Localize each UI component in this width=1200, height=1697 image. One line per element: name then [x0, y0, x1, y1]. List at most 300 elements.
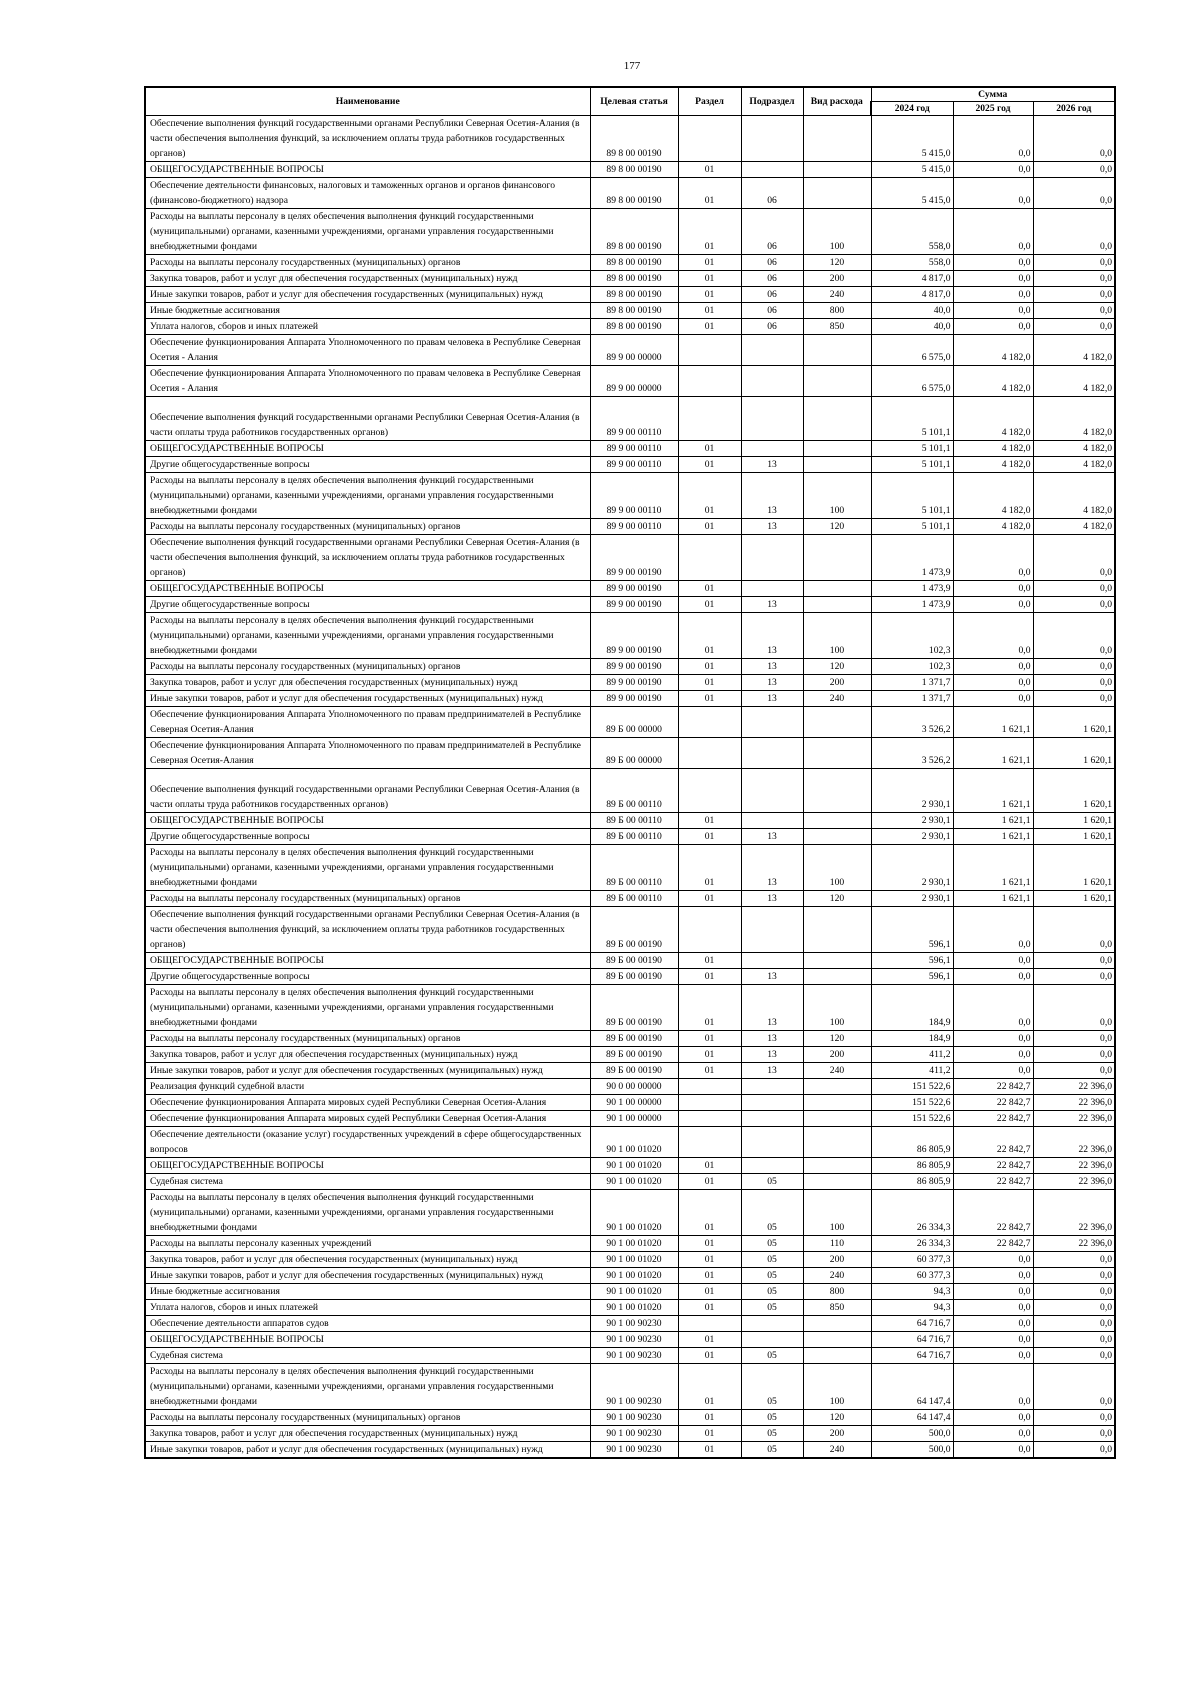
- row-razdel: 01: [678, 953, 741, 969]
- table-row: [145, 829, 1115, 845]
- row-vid-raskhoda: [803, 813, 871, 829]
- table-row: [145, 1174, 1115, 1190]
- row-name: Расходы на выплаты персоналу государственных (муниципальных) органов: [145, 255, 590, 271]
- table-row: [145, 1332, 1115, 1348]
- row-sum-2024: 500,0: [871, 1442, 953, 1459]
- row-vid-raskhoda: [803, 597, 871, 613]
- row-vid-raskhoda: 110: [803, 1236, 871, 1252]
- row-sum-2026: 0,0: [1033, 178, 1115, 209]
- row-sum-2025: 0,0: [953, 613, 1033, 659]
- row-podrazdel: [741, 116, 803, 162]
- row-name: Судебная система: [145, 1348, 590, 1364]
- table-row: [145, 1252, 1115, 1268]
- table-row: [145, 271, 1115, 287]
- row-sum-2025: 22 842,7: [953, 1236, 1033, 1252]
- row-sum-2026: 1 620,1: [1033, 829, 1115, 845]
- row-vid-raskhoda: 240: [803, 287, 871, 303]
- header-vid-raskhoda: Вид расхода: [803, 87, 871, 116]
- row-sum-2024: 6 575,0: [871, 366, 953, 397]
- row-vid-raskhoda: [803, 1079, 871, 1095]
- row-target-article: 90 1 00 01020: [590, 1268, 678, 1284]
- row-razdel: 01: [678, 287, 741, 303]
- row-target-article: 89 Б 00 00190: [590, 985, 678, 1031]
- table-row: [145, 1284, 1115, 1300]
- row-vid-raskhoda: 240: [803, 1063, 871, 1079]
- header-year-2025: 2025 год: [953, 102, 1033, 116]
- row-sum-2026: 1 620,1: [1033, 769, 1115, 813]
- row-vid-raskhoda: 800: [803, 1284, 871, 1300]
- row-name: ОБЩЕГОСУДАРСТВЕННЫЕ ВОПРОСЫ: [145, 581, 590, 597]
- row-target-article: 89 Б 00 00000: [590, 707, 678, 738]
- row-sum-2024: 411,2: [871, 1063, 953, 1079]
- row-name: Расходы на выплаты персоналу в целях обеспечения выполнения функций государственными (муниципальными) органами, казенными учреждениями, органами управления государственными внебюджетными фондами: [145, 845, 590, 891]
- row-name: ОБЩЕГОСУДАРСТВЕННЫЕ ВОПРОСЫ: [145, 953, 590, 969]
- row-podrazdel: 06: [741, 303, 803, 319]
- row-razdel: [678, 738, 741, 769]
- row-sum-2026: 22 396,0: [1033, 1127, 1115, 1158]
- row-podrazdel: [741, 953, 803, 969]
- row-razdel: [678, 1079, 741, 1095]
- row-target-article: 90 1 00 01020: [590, 1252, 678, 1268]
- row-sum-2024: 596,1: [871, 969, 953, 985]
- row-name: Обеспечение выполнения функций государственными органами Республики Северная Осетия-Алания (в части обеспечения выполнения функций, за исключением оплаты труда работников государственных органов): [145, 907, 590, 953]
- row-podrazdel: [741, 769, 803, 813]
- row-podrazdel: [741, 813, 803, 829]
- row-vid-raskhoda: [803, 769, 871, 813]
- row-name: Иные закупки товаров, работ и услуг для обеспечения государственных (муниципальных) нужд: [145, 1442, 590, 1459]
- table-row: [145, 366, 1115, 397]
- row-vid-raskhoda: 200: [803, 1426, 871, 1442]
- row-vid-raskhoda: 100: [803, 985, 871, 1031]
- row-sum-2024: 94,3: [871, 1284, 953, 1300]
- row-razdel: [678, 335, 741, 366]
- row-sum-2024: 64 716,7: [871, 1348, 953, 1364]
- row-razdel: [678, 1127, 741, 1158]
- table-row: [145, 1236, 1115, 1252]
- row-vid-raskhoda: 850: [803, 1300, 871, 1316]
- table-row: [145, 1031, 1115, 1047]
- row-razdel: [678, 1111, 741, 1127]
- row-sum-2024: 4 817,0: [871, 271, 953, 287]
- header-name: Наименование: [145, 87, 590, 116]
- row-vid-raskhoda: [803, 1332, 871, 1348]
- table-row: [145, 707, 1115, 738]
- table-row: [145, 1316, 1115, 1332]
- table-body: [145, 116, 1115, 1459]
- row-razdel: [678, 116, 741, 162]
- row-sum-2024: 596,1: [871, 907, 953, 953]
- row-sum-2024: 86 805,9: [871, 1174, 953, 1190]
- row-podrazdel: 05: [741, 1190, 803, 1236]
- row-sum-2024: 4 817,0: [871, 287, 953, 303]
- table-row: [145, 891, 1115, 907]
- row-razdel: 01: [678, 1300, 741, 1316]
- table-row: [145, 1426, 1115, 1442]
- row-razdel: 01: [678, 1442, 741, 1459]
- row-sum-2025: 1 621,1: [953, 829, 1033, 845]
- row-target-article: 90 1 00 01020: [590, 1158, 678, 1174]
- table-row: [145, 1410, 1115, 1426]
- row-vid-raskhoda: 100: [803, 1190, 871, 1236]
- row-podrazdel: 06: [741, 271, 803, 287]
- row-sum-2024: 3 526,2: [871, 707, 953, 738]
- row-sum-2025: 4 182,0: [953, 366, 1033, 397]
- header-year-2026: 2026 год: [1033, 102, 1115, 116]
- table-row: [145, 1268, 1115, 1284]
- row-razdel: [678, 397, 741, 441]
- row-vid-raskhoda: [803, 1127, 871, 1158]
- row-razdel: 01: [678, 985, 741, 1031]
- row-sum-2026: 0,0: [1033, 597, 1115, 613]
- row-sum-2026: 4 182,0: [1033, 457, 1115, 473]
- row-sum-2026: 0,0: [1033, 675, 1115, 691]
- row-sum-2025: 0,0: [953, 675, 1033, 691]
- row-name: Расходы на выплаты персоналу государственных (муниципальных) органов: [145, 519, 590, 535]
- row-sum-2024: 5 101,1: [871, 519, 953, 535]
- row-vid-raskhoda: [803, 178, 871, 209]
- row-sum-2025: 0,0: [953, 1284, 1033, 1300]
- table-row: [145, 303, 1115, 319]
- row-sum-2025: 22 842,7: [953, 1174, 1033, 1190]
- row-target-article: 89 9 00 00190: [590, 535, 678, 581]
- row-sum-2025: 4 182,0: [953, 519, 1033, 535]
- row-razdel: 01: [678, 1174, 741, 1190]
- row-target-article: 90 1 00 01020: [590, 1190, 678, 1236]
- row-sum-2024: 64 716,7: [871, 1332, 953, 1348]
- row-razdel: [678, 535, 741, 581]
- row-razdel: 01: [678, 1236, 741, 1252]
- row-podrazdel: 13: [741, 597, 803, 613]
- row-sum-2025: 1 621,1: [953, 891, 1033, 907]
- row-name: ОБЩЕГОСУДАРСТВЕННЫЕ ВОПРОСЫ: [145, 162, 590, 178]
- row-sum-2026: 0,0: [1033, 1252, 1115, 1268]
- row-vid-raskhoda: [803, 441, 871, 457]
- row-name: Закупка товаров, работ и услуг для обеспечения государственных (муниципальных) нужд: [145, 1252, 590, 1268]
- row-podrazdel: 13: [741, 891, 803, 907]
- row-name: Другие общегосударственные вопросы: [145, 457, 590, 473]
- row-sum-2026: 0,0: [1033, 969, 1115, 985]
- row-target-article: 89 9 00 00110: [590, 519, 678, 535]
- row-name: Реализация функций судебной власти: [145, 1079, 590, 1095]
- row-target-article: 89 Б 00 00190: [590, 1063, 678, 1079]
- table-row: [145, 255, 1115, 271]
- table-row: [145, 953, 1115, 969]
- row-sum-2024: 102,3: [871, 613, 953, 659]
- row-sum-2024: 558,0: [871, 209, 953, 255]
- row-target-article: 90 1 00 90230: [590, 1348, 678, 1364]
- row-sum-2024: 596,1: [871, 953, 953, 969]
- row-razdel: 01: [678, 1364, 741, 1410]
- row-vid-raskhoda: 100: [803, 473, 871, 519]
- row-sum-2025: 0,0: [953, 1364, 1033, 1410]
- row-razdel: 01: [678, 319, 741, 335]
- row-podrazdel: [741, 162, 803, 178]
- row-razdel: 01: [678, 829, 741, 845]
- row-sum-2024: 64 716,7: [871, 1316, 953, 1332]
- row-sum-2024: 2 930,1: [871, 829, 953, 845]
- table-row: [145, 907, 1115, 953]
- row-vid-raskhoda: [803, 907, 871, 953]
- row-sum-2025: 0,0: [953, 255, 1033, 271]
- row-razdel: 01: [678, 675, 741, 691]
- row-vid-raskhoda: [803, 1174, 871, 1190]
- row-sum-2025: 22 842,7: [953, 1095, 1033, 1111]
- row-podrazdel: [741, 1158, 803, 1174]
- row-podrazdel: [741, 397, 803, 441]
- row-vid-raskhoda: 120: [803, 1410, 871, 1426]
- row-podrazdel: 13: [741, 691, 803, 707]
- row-vid-raskhoda: 100: [803, 613, 871, 659]
- row-sum-2024: 1 473,9: [871, 597, 953, 613]
- row-podrazdel: 05: [741, 1426, 803, 1442]
- row-sum-2026: 0,0: [1033, 209, 1115, 255]
- row-name: Расходы на выплаты персоналу в целях обеспечения выполнения функций государственными (муниципальными) органами, казенными учреждениями, органами управления государственными внебюджетными фондами: [145, 1364, 590, 1410]
- row-sum-2025: 0,0: [953, 659, 1033, 675]
- row-sum-2024: 184,9: [871, 985, 953, 1031]
- table-row: [145, 441, 1115, 457]
- header-podrazdel: Подраздел: [741, 87, 803, 116]
- row-vid-raskhoda: 120: [803, 255, 871, 271]
- row-vid-raskhoda: [803, 457, 871, 473]
- row-name: Расходы на выплаты персоналу государственных (муниципальных) органов: [145, 1410, 590, 1426]
- row-sum-2025: 0,0: [953, 162, 1033, 178]
- row-vid-raskhoda: [803, 335, 871, 366]
- row-sum-2026: 0,0: [1033, 1284, 1115, 1300]
- row-target-article: 89 8 00 00190: [590, 178, 678, 209]
- row-podrazdel: 13: [741, 985, 803, 1031]
- row-target-article: 89 9 00 00190: [590, 581, 678, 597]
- row-sum-2025: 0,0: [953, 1031, 1033, 1047]
- row-razdel: 01: [678, 845, 741, 891]
- row-target-article: 89 8 00 00190: [590, 319, 678, 335]
- row-razdel: [678, 1095, 741, 1111]
- row-vid-raskhoda: 120: [803, 1031, 871, 1047]
- row-sum-2025: 0,0: [953, 1410, 1033, 1426]
- row-target-article: 90 1 00 00000: [590, 1111, 678, 1127]
- row-name: Расходы на выплаты персоналу в целях обеспечения выполнения функций государственными (муниципальными) органами, казенными учреждениями, органами управления государственными внебюджетными фондами: [145, 1190, 590, 1236]
- row-sum-2026: 0,0: [1033, 907, 1115, 953]
- row-target-article: 89 9 00 00110: [590, 457, 678, 473]
- row-name: Расходы на выплаты персоналу казенных учреждений: [145, 1236, 590, 1252]
- row-sum-2026: 0,0: [1033, 1348, 1115, 1364]
- row-name: Судебная система: [145, 1174, 590, 1190]
- row-razdel: 01: [678, 1268, 741, 1284]
- row-podrazdel: [741, 441, 803, 457]
- row-sum-2026: 0,0: [1033, 319, 1115, 335]
- row-name: Обеспечение функционирования Аппарата Уполномоченного по правам предпринимателей в Республике Северная Осетия-Алания: [145, 707, 590, 738]
- table-row: [145, 1300, 1115, 1316]
- row-podrazdel: 05: [741, 1410, 803, 1426]
- row-sum-2026: 1 620,1: [1033, 707, 1115, 738]
- row-target-article: 90 1 00 01020: [590, 1284, 678, 1300]
- table-row: [145, 1158, 1115, 1174]
- row-target-article: 89 9 00 00190: [590, 659, 678, 675]
- row-razdel: 01: [678, 473, 741, 519]
- row-sum-2026: 22 396,0: [1033, 1236, 1115, 1252]
- row-razdel: 01: [678, 581, 741, 597]
- row-target-article: 89 8 00 00190: [590, 271, 678, 287]
- row-name: Расходы на выплаты персоналу в целях обеспечения выполнения функций государственными (муниципальными) органами, казенными учреждениями, органами управления государственными внебюджетными фондами: [145, 613, 590, 659]
- row-sum-2025: 4 182,0: [953, 397, 1033, 441]
- row-sum-2024: 6 575,0: [871, 335, 953, 366]
- table-row: [145, 613, 1115, 659]
- row-target-article: 89 9 00 00190: [590, 675, 678, 691]
- row-name: Обеспечение функционирования Аппарата Уполномоченного по правам человека в Республике Северная Осетия - Алания: [145, 335, 590, 366]
- row-target-article: 89 8 00 00190: [590, 255, 678, 271]
- row-vid-raskhoda: 100: [803, 845, 871, 891]
- row-target-article: 89 Б 00 00110: [590, 829, 678, 845]
- row-razdel: 01: [678, 209, 741, 255]
- row-name: Обеспечение функционирования Аппарата мировых судей Республики Северная Осетия-Алания: [145, 1095, 590, 1111]
- row-sum-2024: 60 377,3: [871, 1252, 953, 1268]
- row-sum-2024: 151 522,6: [871, 1079, 953, 1095]
- row-podrazdel: 13: [741, 829, 803, 845]
- row-sum-2025: 0,0: [953, 581, 1033, 597]
- row-razdel: 01: [678, 271, 741, 287]
- row-podrazdel: 05: [741, 1442, 803, 1459]
- row-sum-2026: 0,0: [1033, 613, 1115, 659]
- row-podrazdel: [741, 581, 803, 597]
- row-sum-2026: 1 620,1: [1033, 738, 1115, 769]
- row-razdel: 01: [678, 891, 741, 907]
- row-sum-2025: 1 621,1: [953, 707, 1033, 738]
- row-razdel: 01: [678, 813, 741, 829]
- row-sum-2025: 22 842,7: [953, 1127, 1033, 1158]
- row-sum-2026: 0,0: [1033, 1426, 1115, 1442]
- table-row: [145, 1095, 1115, 1111]
- row-target-article: 89 9 00 00110: [590, 473, 678, 519]
- row-target-article: 89 8 00 00190: [590, 162, 678, 178]
- row-sum-2025: 22 842,7: [953, 1111, 1033, 1127]
- row-vid-raskhoda: [803, 953, 871, 969]
- table-row: [145, 597, 1115, 613]
- row-target-article: 89 Б 00 00190: [590, 907, 678, 953]
- row-sum-2024: 1 473,9: [871, 581, 953, 597]
- row-podrazdel: [741, 1111, 803, 1127]
- row-podrazdel: 05: [741, 1348, 803, 1364]
- header-sum: Сумма: [871, 87, 1115, 102]
- row-sum-2024: 5 415,0: [871, 116, 953, 162]
- table-row: [145, 535, 1115, 581]
- row-sum-2025: 0,0: [953, 1300, 1033, 1316]
- table-row: [145, 209, 1115, 255]
- row-sum-2025: 0,0: [953, 1316, 1033, 1332]
- row-target-article: 90 1 00 90230: [590, 1316, 678, 1332]
- row-sum-2024: 5 101,1: [871, 441, 953, 457]
- row-target-article: 89 8 00 00190: [590, 287, 678, 303]
- row-sum-2026: 0,0: [1033, 1316, 1115, 1332]
- row-sum-2024: 5 101,1: [871, 457, 953, 473]
- header-razdel: Раздел: [678, 87, 741, 116]
- row-podrazdel: [741, 707, 803, 738]
- row-sum-2026: 22 396,0: [1033, 1111, 1115, 1127]
- row-podrazdel: [741, 335, 803, 366]
- row-name: Расходы на выплаты персоналу в целях обеспечения выполнения функций государственными (муниципальными) органами, казенными учреждениями, органами управления государственными внебюджетными фондами: [145, 985, 590, 1031]
- row-razdel: 01: [678, 1426, 741, 1442]
- table-row: [145, 813, 1115, 829]
- row-vid-raskhoda: 800: [803, 303, 871, 319]
- row-vid-raskhoda: [803, 1348, 871, 1364]
- row-sum-2025: 0,0: [953, 535, 1033, 581]
- row-sum-2024: 2 930,1: [871, 845, 953, 891]
- row-name: Другие общегосударственные вопросы: [145, 597, 590, 613]
- row-sum-2025: 1 621,1: [953, 845, 1033, 891]
- row-sum-2024: 64 147,4: [871, 1364, 953, 1410]
- row-name: Другие общегосударственные вопросы: [145, 969, 590, 985]
- table-row: [145, 319, 1115, 335]
- row-sum-2024: 500,0: [871, 1426, 953, 1442]
- row-target-article: 89 Б 00 00190: [590, 969, 678, 985]
- row-sum-2025: 4 182,0: [953, 457, 1033, 473]
- row-podrazdel: 13: [741, 457, 803, 473]
- row-podrazdel: 05: [741, 1268, 803, 1284]
- row-sum-2024: 411,2: [871, 1047, 953, 1063]
- row-sum-2024: 26 334,3: [871, 1236, 953, 1252]
- row-sum-2025: 22 842,7: [953, 1158, 1033, 1174]
- row-razdel: 01: [678, 1332, 741, 1348]
- row-sum-2026: 4 182,0: [1033, 397, 1115, 441]
- table-row: [145, 162, 1115, 178]
- row-vid-raskhoda: [803, 1316, 871, 1332]
- row-vid-raskhoda: 240: [803, 1442, 871, 1459]
- row-razdel: 01: [678, 457, 741, 473]
- row-podrazdel: [741, 1316, 803, 1332]
- row-sum-2026: 1 620,1: [1033, 813, 1115, 829]
- row-podrazdel: 06: [741, 287, 803, 303]
- row-razdel: [678, 707, 741, 738]
- row-name: Закупка товаров, работ и услуг для обеспечения государственных (муниципальных) нужд: [145, 1426, 590, 1442]
- row-sum-2025: 0,0: [953, 178, 1033, 209]
- table-row: [145, 178, 1115, 209]
- table-row: [145, 581, 1115, 597]
- row-sum-2026: 4 182,0: [1033, 441, 1115, 457]
- row-sum-2026: 22 396,0: [1033, 1079, 1115, 1095]
- row-vid-raskhoda: 240: [803, 1268, 871, 1284]
- row-sum-2026: 4 182,0: [1033, 519, 1115, 535]
- row-vid-raskhoda: [803, 738, 871, 769]
- row-sum-2026: 0,0: [1033, 162, 1115, 178]
- table-row: [145, 1079, 1115, 1095]
- row-sum-2026: 4 182,0: [1033, 473, 1115, 519]
- row-sum-2026: 0,0: [1033, 1332, 1115, 1348]
- row-podrazdel: 05: [741, 1284, 803, 1300]
- table-row: [145, 335, 1115, 366]
- row-podrazdel: 13: [741, 1031, 803, 1047]
- row-target-article: 90 1 00 00000: [590, 1095, 678, 1111]
- row-name: Другие общегосударственные вопросы: [145, 829, 590, 845]
- row-sum-2025: 0,0: [953, 1426, 1033, 1442]
- row-vid-raskhoda: [803, 366, 871, 397]
- row-name: ОБЩЕГОСУДАРСТВЕННЫЕ ВОПРОСЫ: [145, 1332, 590, 1348]
- row-vid-raskhoda: 240: [803, 691, 871, 707]
- table-row: [145, 659, 1115, 675]
- row-name: ОБЩЕГОСУДАРСТВЕННЫЕ ВОПРОСЫ: [145, 1158, 590, 1174]
- row-podrazdel: 05: [741, 1174, 803, 1190]
- row-target-article: 90 1 00 90230: [590, 1364, 678, 1410]
- row-sum-2026: 0,0: [1033, 116, 1115, 162]
- table-row: [145, 287, 1115, 303]
- row-name: Расходы на выплаты персоналу государственных (муниципальных) органов: [145, 891, 590, 907]
- budget-table: [144, 86, 1116, 1459]
- row-name: Расходы на выплаты персоналу в целях обеспечения выполнения функций государственными (муниципальными) органами, казенными учреждениями, органами управления государственными внебюджетными фондами: [145, 473, 590, 519]
- row-podrazdel: 13: [741, 845, 803, 891]
- row-razdel: [678, 769, 741, 813]
- row-podrazdel: 05: [741, 1236, 803, 1252]
- row-sum-2025: 4 182,0: [953, 473, 1033, 519]
- row-sum-2026: 22 396,0: [1033, 1095, 1115, 1111]
- row-name: Обеспечение выполнения функций государственными органами Республики Северная Осетия-Алания (в части обеспечения выполнения функций, за исключением оплаты труда работников государственных органов): [145, 535, 590, 581]
- row-target-article: 89 9 00 00000: [590, 366, 678, 397]
